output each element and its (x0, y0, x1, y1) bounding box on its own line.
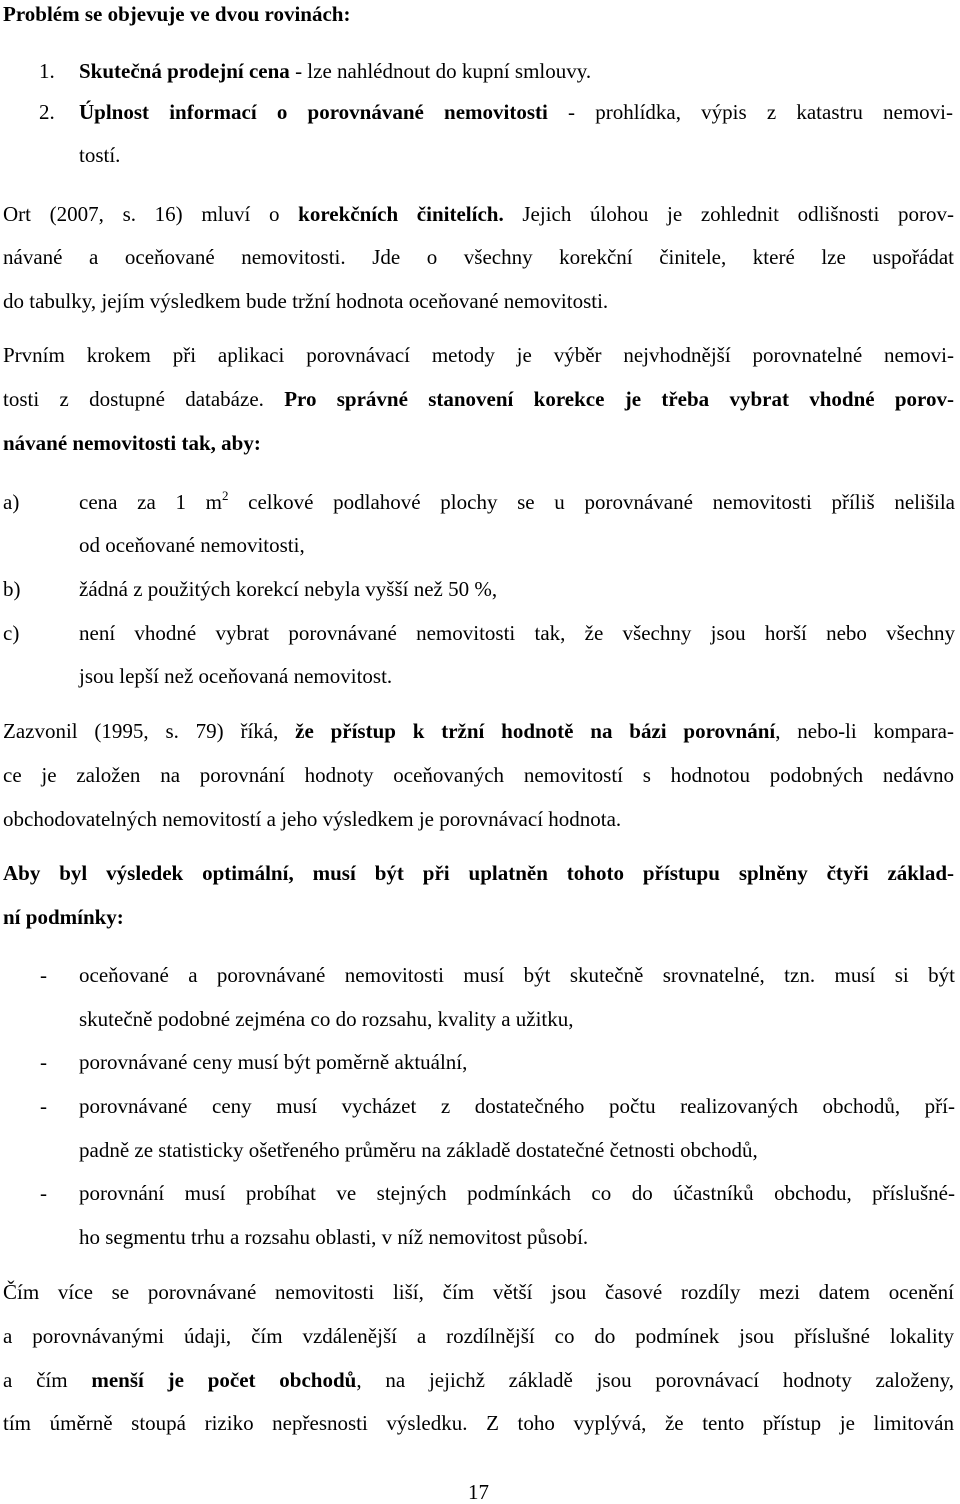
bullet-dash: - (40, 1181, 47, 1205)
paragraph-line: Aby byl výsledek optimální, musí být při uplatněn tohoto přístupu splněny čtyři základ- (3, 861, 954, 885)
bullet-dash: - (40, 1094, 47, 1118)
bullet-dash: - (40, 963, 47, 987)
condition-text: od oceňované nemovitosti, (79, 533, 305, 557)
bullet-text: porovnávané ceny musí být poměrně aktuální, (79, 1050, 468, 1074)
paragraph-line: obchodovatelných nemovitostí a jeho výsledkem je porovnávací hodnota. (3, 807, 622, 831)
list-item-continuation: tostí. (79, 143, 121, 167)
condition-text: jsou lepší než oceňovaná nemovitost. (79, 664, 393, 688)
paragraph-line: návané a oceňované nemovitosti. Jde o všechny korekční činitele, které lze uspořádat (3, 245, 954, 269)
list-number: 2. (39, 100, 55, 124)
list-number: 1. (39, 59, 55, 83)
paragraph-line: do tabulky, jejím výsledkem bude tržní hodnota oceňované nemovitosti. (3, 289, 609, 313)
paragraph-line: návané nemovitosti tak, aby: (3, 431, 261, 455)
page-number: 17 (468, 1480, 489, 1504)
paragraph-line: Zazvonil (1995, s. 79) říká, že přístup k tržní hodnotě na bázi porovnání, nebo-li kompara- (3, 719, 954, 743)
bullet-text: porovnávané ceny musí vycházet z dostatečného počtu realizovaných obchodů, pří- (79, 1094, 955, 1118)
paragraph-line: a čím menší je počet obchodů, na jejichž základě jsou porovnávací hodnoty založeny, (3, 1368, 955, 1392)
condition-label: a) (3, 490, 20, 514)
paragraph-line: tím úměrně stoupá riziko nepřesnosti výsledku. Z toho vyplývá, že tento přístup je limitován (3, 1411, 954, 1435)
condition-label: b) (3, 577, 21, 601)
paragraph-line: a porovnávanými údaji, čím vzdálenější a rozdílnější co do podmínek jsou příslušné lokality (3, 1324, 954, 1348)
bullet-text: oceňované a porovnávané nemovitosti musí být skutečně srovnatelné, tzn. musí si být (79, 963, 955, 987)
paragraph-line: ce je založen na porovnání hodnoty oceňovaných nemovitostí s hodnotou podobných nedávno (3, 763, 954, 787)
paragraph-line: Čím více se porovnávané nemovitosti liší, čím větší jsou časové rozdíly mezi datem ocenění (3, 1280, 954, 1304)
list-item: Úplnost informací o porovnávané nemovitosti - prohlídka, výpis z katastru nemovi- (79, 100, 954, 124)
paragraph-line: ní podmínky: (3, 905, 124, 929)
paragraph-line: Ort (2007, s. 16) mluví o korekčních činitelích. Jejich úlohou je zohlednit odlišnosti porov- (3, 202, 954, 226)
section-heading: Problém se objevuje ve dvou rovinách: (3, 2, 351, 26)
bullet-text: ho segmentu trhu a rozsahu oblasti, v níž nemovitost působí. (79, 1225, 589, 1249)
condition-text: není vhodné vybrat porovnávané nemovitosti tak, že všechny jsou horší nebo všechny (79, 621, 955, 645)
list-item: Skutečná prodejní cena - lze nahlédnout do kupní smlouvy. (79, 59, 592, 83)
paragraph-line: tosti z dostupné databáze. Pro správné stanovení korekce je třeba vybrat vhodné porov- (3, 387, 954, 411)
condition-text: cena za 1 $m^2$ celkové podlahové plochy se u porovnávané nemovitosti příliš nelišila (79, 488, 955, 514)
bullet-text: padně ze statisticky ošetřeného průměru na základě dostatečné četnosti obchodů, (79, 1138, 758, 1162)
bullet-dash: - (40, 1050, 47, 1074)
bullet-text: porovnání musí probíhat ve stejných podmínkách co do účastníků obchodu, příslušné- (79, 1181, 955, 1205)
condition-text: žádná z použitých korekcí nebyla vyšší než 50 %, (79, 577, 498, 601)
paragraph-line: Prvním krokem při aplikaci porovnávací metody je výběr nejvhodnější porovnatelné nemovi- (3, 343, 954, 367)
condition-label: c) (3, 621, 20, 645)
bullet-text: skutečně podobné zejména co do rozsahu, kvality a užitku, (79, 1007, 574, 1031)
